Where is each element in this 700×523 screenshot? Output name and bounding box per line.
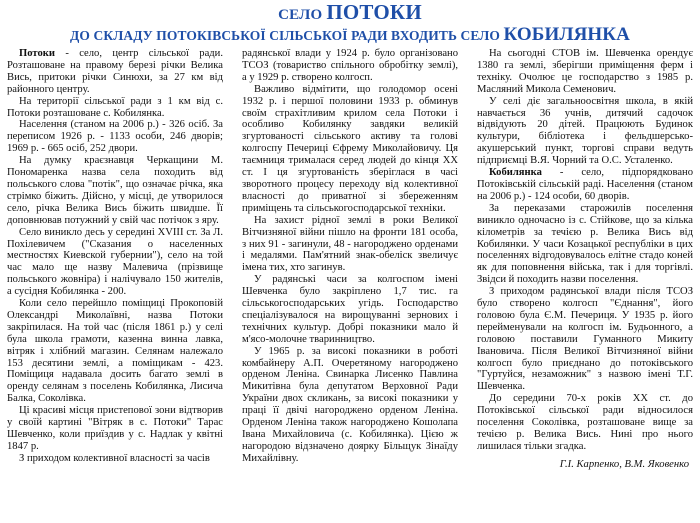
paragraph-text: - село, підпорядковано Потоківській сільській раді. Населення (станом на 2006 р.) - 124 особи, 60 дворів.: [477, 167, 693, 202]
village-name-lead: Потоки: [19, 48, 55, 59]
village-name-lead: Кобилянка: [489, 167, 542, 179]
author-signature: Г.І. Карпенко, В.М. Яковенко: [559, 458, 689, 470]
paragraph: З приходом радянської влади після ТСОЗ було створено колгосп "Єднання", його головою була Є.М. Печериця. У 1935 р. його перейменували на колгосп ім. Будьонного, а головою поставили Гуманного Микиту Івановича. Після Великої Вітчизняної війни колгосп було приєднано до потоківського "Гуртуйся, незаможник" з назвою імені Т.Г. Шевченка.: [477, 286, 693, 393]
paragraph: До середини 70-х років XX ст. до Потоківської сільської ради відносилося поселення Соколівка, розташоване вище за течією р. Велика Вись. Нині про нього лишилася тільки згадка.: [477, 393, 693, 452]
paragraph: У селі діє загальноосвітня школа, в якій навчається 36 учнів, дитячий садочок відвідують 20 дітей. Працюють Будинок культури, бібліотека і фельдшерсько-акушерський пункт, торгові справи ведуть підприємці В.Я. Чорний та О.С. Усталенко.: [477, 95, 693, 167]
paragraph: На думку краєзнавця Черкащини М. Пономаренка назва села походить від польського слова "потік", що означає річка, яка стрімко біжить. Дійсно, у місці, де утворилося село, річка Велика Вись біжить швидше. Її доповнював потужний у свій час потічок з яру.: [7, 155, 223, 226]
paragraph: На захист рідної землі в роки Великої Вітчизняної війни пішло на фронти 181 особа, з них 91 - загинули, 48 - нагороджено орденами і медалями. Пам'ятний знак-обеліск звеличує імена тих, хто загинув.: [242, 214, 458, 274]
subtitle-prefix: ДО СКЛАДУ ПОТОКІВСЬКОЇ СІЛЬСЬКОЇ РАДИ ВХОДИТЬ СЕЛО: [70, 28, 504, 43]
paragraph: [477, 167, 693, 203]
text-column-3: [477, 48, 693, 523]
paragraph: На сьогодні СТОВ ім. Шевченка орендує 1380 га землі, зберігши приміщення ферм і техніку. Очолює це господарство з 1985 р. Масляний Микола Семенович.: [477, 48, 693, 95]
paragraph: За переказами старожилів поселення виникло одночасно із с. Стійкове, що за кілька кілометрів за течією р. Велика Вись від Кобилянки. У часи Козацької республіки в цих поселеннях відгодовувалось елітне стадо коней як для поповнення війська, так і для торгівлі. Звідси й походить назви поселення.: [477, 202, 693, 286]
paragraph: Важливо відмітити, що голодомор осені 1932 р. і першої половини 1933 р. обминув своїм страхітливим крилом села Потоки і особливо Кобилянку завдяки великій згуртованості сільського активу та голові колгоспу Печериці Єфрему Миколайовичу. Ця таємниця трималася серед людей до кінця XX ст. І ця згуртованість зберіглася в часі зворотного процесу переходу від колективної власності до приватної зі збереженням приміщень та сільськогосподарської техніки.: [242, 83, 458, 214]
paragraph: Населення (станом на 2006 р.) - 326 осіб. За переписом 1926 р. - 1133 особи, 246 дворів; 1969 р. - 665 осіб, 252 двори.: [7, 119, 223, 155]
paragraph: Ці красиві місця пристепової зони відтворив у своїй картині "Вітряк в с. Потоки" Тарас Шевченко, коли приїздив у с. Надлак у квітні 1847 р.: [7, 405, 223, 452]
paragraph: [7, 48, 223, 96]
paragraph: На території сільської ради з 1 км від с. Потоки розташоване с. Кобилянка.: [7, 95, 223, 119]
paragraph: Село виникло десь у середині XVIII ст. За Л. Похілевичем ("Сказания о населенных местностях Киевской губернии"), село на той час мало ще назву Малевича (прізвище польського жовніра) і налічувало 150 жителів, а сусідня Кобилянка - 200.: [7, 226, 223, 298]
article-body: [7, 48, 693, 523]
paragraph: З приходом колективної власності за часів: [19, 452, 210, 464]
paragraph-text: - село, центр сільської ради. Розташоване на правому березі річки Велика Вись, притоки річки Синюхи, за 27 км від районного центру.: [7, 48, 223, 95]
title-village-name: ПОТОКИ: [326, 0, 422, 24]
subtitle-village-name: КОБИЛЯНКА: [503, 24, 630, 45]
text-column-2: [242, 48, 458, 523]
title-prefix: СЕЛО: [278, 7, 327, 23]
article-subtitle: [7, 25, 693, 44]
paragraph: У 1965 р. за високі показники в роботі комбайнеру А.П. Очеретяному нагороджено орденом Леніна. Свинарка Лисенко Павлина Микитівна була депутатом Верховної Ради України двох скликань, за високі показники у праці її двічі нагороджено орденом Леніна. Орденом Леніна також нагороджено Кошолапа Івана Михайловича (с. Кобилянка). Цією ж нагородою відзначено доярку Більщук Зінаїду Михайлівну.: [242, 345, 458, 464]
paragraph: Коли село перейшло поміщиці Прокоповій Олександрі Миколаївні, назва Потоки закріпилася. На той час (після 1861 р.) у селі була школа грамоти, казенна винна лавка, вітряк і хлібний магазин. Селянам належало 153 десятини землі, а поміщикам - 423. Поміщиця надавала досить багато землі в оренду селянам з поселень Кобилянка, Лисича Балка, Соколівка.: [7, 298, 223, 405]
article-page: [0, 2, 700, 523]
text-column-1: [7, 48, 223, 523]
paragraph-continued: радянської влади у 1924 р. було організовано ТСОЗ (товариство спільного обробітку землі), а у 1929 р. створено колгосп.: [242, 48, 458, 83]
article-title: [7, 2, 693, 23]
paragraph: У радянські часи за колгоспом імені Шевченка було закріплено 1,7 тис. га сільськогосподарських угідь. Господарство спеціалізувалося на вирощуванні зернових і технічних культур. Добрі показники мало й м'ясо-молочне тваринництво.: [242, 274, 458, 345]
article-header: [7, 2, 693, 44]
